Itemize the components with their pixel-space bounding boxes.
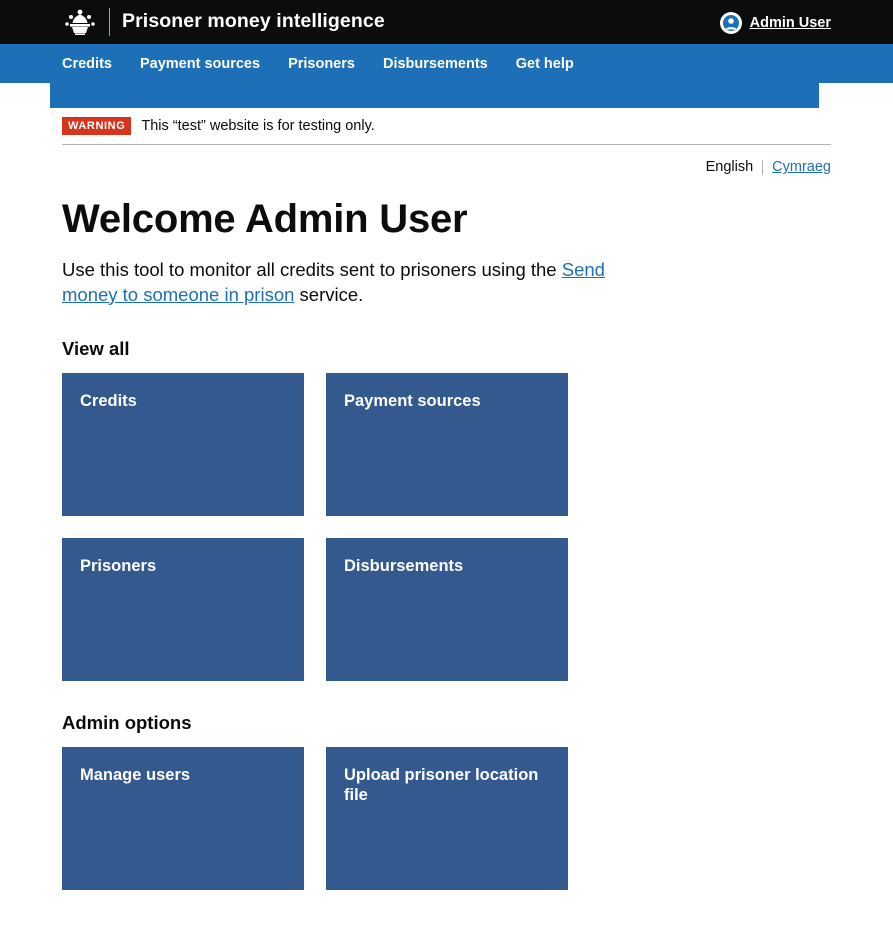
card-manage-users[interactable]	[62, 747, 304, 890]
nav-item-prisoners[interactable]: Prisoners	[288, 55, 355, 72]
warning-text: This “test” website is for testing only.	[141, 118, 375, 135]
page-title: Welcome Admin User	[62, 197, 468, 242]
view-all-heading: View all	[62, 337, 130, 359]
card-disbursements[interactable]	[326, 538, 568, 681]
view-all-card-grid	[62, 373, 831, 681]
nav-item-credits[interactable]: Credits	[62, 55, 112, 72]
card-upload-prisoner-location-file[interactable]	[326, 747, 568, 890]
card-credits[interactable]	[62, 373, 304, 516]
test-environment-warning	[62, 108, 831, 144]
royal-crest-icon	[62, 7, 98, 37]
card-label: Payment sources	[344, 391, 481, 410]
admin-options-heading: Admin options	[62, 711, 192, 733]
status-badge: WARNING	[62, 117, 131, 135]
card-label: Manage users	[80, 765, 191, 784]
card-payment-sources[interactable]	[326, 373, 568, 516]
header-top-bar	[0, 0, 893, 44]
card-label: Upload prisoner location file	[344, 765, 539, 805]
account-name[interactable]: Admin User	[749, 15, 831, 31]
language-switcher	[62, 145, 831, 175]
site-header	[0, 0, 893, 83]
send-money-link[interactable]: Send money to someone in prison	[62, 259, 605, 305]
bottom-spacer	[62, 890, 831, 925]
intro-text-before: Use this tool to monitor all credits sent to prisoners using the	[62, 259, 557, 281]
user-avatar-icon	[720, 12, 742, 34]
nav-item-get-help[interactable]: Get help	[515, 55, 574, 72]
card-label: Disbursements	[344, 556, 464, 575]
content-container	[0, 108, 893, 925]
admin-card-grid	[62, 747, 831, 890]
nav-item-disbursements[interactable]: Disbursements	[382, 55, 488, 72]
page-intro	[62, 258, 622, 307]
card-label: Prisoners	[80, 556, 157, 575]
card-label: Credits	[80, 391, 137, 410]
nav-item-payment-sources[interactable]: Payment sources	[139, 55, 261, 72]
language-link-cymraeg[interactable]: Cymraeg	[772, 159, 831, 176]
card-prisoners[interactable]	[62, 538, 304, 681]
language-current: English	[705, 159, 754, 176]
header-divider	[109, 8, 110, 36]
primary-navigation	[0, 44, 893, 83]
account-link[interactable]	[720, 12, 831, 34]
nav-underbar	[50, 83, 819, 108]
intro-text-after: service.	[299, 283, 364, 305]
service-name[interactable]: Prisoner money intelligence	[122, 10, 385, 33]
